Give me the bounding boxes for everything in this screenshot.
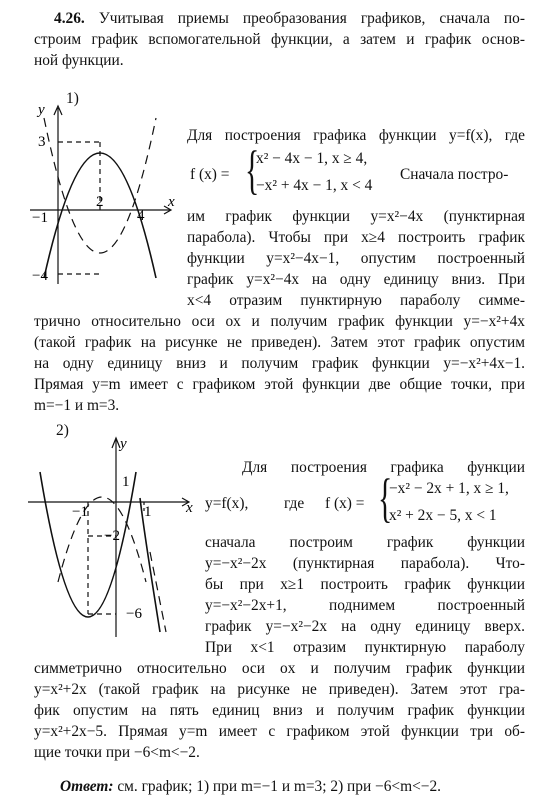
tick-4: 4 — [137, 208, 145, 224]
tick-m6: −6 — [126, 606, 142, 622]
problem-number: 4.26. — [54, 10, 85, 27]
p1-line-5: x<4 отразим пунктирную параболу симме- — [187, 292, 525, 309]
p1-line-8: на одну единицу вниз и получим график функции y=−x²+4x−1. — [34, 355, 525, 372]
answer-line — [60, 776, 441, 797]
answer-text: см. график; 1) при m=−1 и m=3; 2) при −6<m<−2. — [113, 778, 441, 795]
tick-m2: −2 — [104, 528, 120, 544]
p1-line-10: m=−1 и m=3. — [34, 397, 120, 414]
p2-line-7: симметрично относительно оси ox и получим график функции — [34, 660, 525, 677]
p1-brace: { — [245, 140, 260, 200]
problem-line-1 — [54, 8, 525, 29]
x-label: x — [186, 500, 193, 516]
p1-case-1: x² − 4x − 1, x ≥ 4, — [256, 150, 368, 167]
answer-label: Ответ: — [60, 778, 114, 795]
tick-m4: −4 — [32, 268, 48, 284]
p2-line-11: щие точки при −6<m<−2. — [34, 744, 200, 761]
p1-func-lhs: f (x) = — [190, 166, 230, 183]
p2-func-lhs: f (x) = — [325, 495, 365, 512]
p1-line-3: функции y=x²−4x−1, опустим построенный — [187, 250, 525, 267]
p1-line-4: график y=x²−4x на одну единицу вниз. При — [187, 271, 525, 288]
p2-line-5: график y=−x²−2x на одну единицу вверх. — [205, 618, 525, 635]
p1-line-9: Прямая y=m имеет с графиком этой функции две общие точки, при — [34, 376, 525, 393]
tick-2: 2 — [96, 194, 104, 210]
dashed-parabola — [44, 118, 156, 253]
problem-line-2: строим график вспомогательной функции, а затем и график основ- — [34, 31, 525, 48]
p2-case-1: −x² − 2x + 1, x ≥ 1, — [389, 480, 509, 497]
p1-case-2: −x² + 4x − 1, x < 4 — [256, 177, 373, 194]
p2-text-2b: где — [284, 495, 305, 512]
p1-line-1: им график функции y=x²−4x (пунктирная — [187, 208, 525, 225]
p2-line-6: При x<1 отразим пунктирную параболу — [205, 639, 525, 656]
p2-line-8: y=x²+2x (такой график на рисунке не приведен). Затем этот гра- — [34, 681, 525, 698]
p2-text-2a: y=f(x), — [205, 495, 249, 512]
p2-line-3: бы при x≥1 построить график функции — [205, 576, 525, 593]
p2-case-2: x² + 2x − 5, x < 1 — [389, 507, 497, 524]
p1-side-text: Сначала постро- — [400, 166, 509, 183]
part2-graph — [28, 432, 208, 642]
part2-label: 2) — [56, 422, 69, 439]
p1-line-7: (такой график на рисунке не приведен). Затем этот график опустим — [34, 334, 525, 351]
p2-text-1: Для построения графика функции — [242, 459, 525, 476]
p2-line-9: фик опустим на пять единиц вниз и получим график функции — [34, 702, 525, 719]
tick-m1: −1 — [32, 210, 48, 226]
p1-text-1: Для построения графика функции y=f(x), где — [187, 127, 525, 144]
problem-line-3: ной функции. — [34, 52, 124, 69]
p1-line-2: парабола). Чтобы при x≥4 построить график — [187, 229, 525, 246]
p2-brace: { — [378, 468, 393, 528]
p2-line-4: y=−x²−2x+1, поднимем построенный — [205, 597, 525, 614]
y-label: y — [120, 436, 127, 452]
p1-line-6: трично относительно оси ox и получим график функции y=−x²+4x — [34, 313, 525, 330]
part1-label: 1) — [66, 90, 79, 107]
tick-m1: −1 — [72, 504, 88, 520]
tick-1b: 1 — [144, 504, 152, 520]
y-label: y — [38, 102, 45, 118]
tick-1: 1 — [122, 474, 130, 490]
p2-line-2: y=−x²−2x (пунктирная парабола). Что- — [205, 555, 525, 572]
p2-line-1: сначала построим график функции — [205, 534, 525, 551]
part1-graph — [30, 98, 190, 286]
tick-3: 3 — [38, 134, 46, 150]
x-label: x — [168, 194, 175, 210]
problem-text-1: Учитывая приемы преобразования графиков, сначала по- — [98, 10, 525, 27]
p2-line-10: y=x²+2x−5. Прямая y=m имеет с графиком этой функции три об- — [34, 723, 525, 740]
